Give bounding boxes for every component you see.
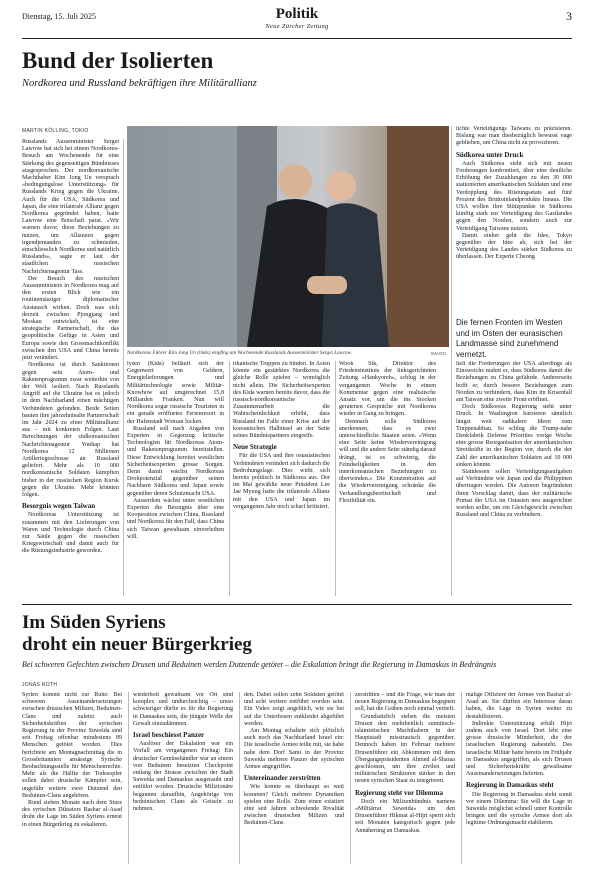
- paragraph: Nordkoreas Unterstützung ist zusammen mit den Lieferungen von Waren und Technologie durch China zur Säule gegen die russischen Kriegswirtschaft und damit auch für die Rüstungsindustrie geworden.: [22, 512, 119, 555]
- article1-author: MARTIN KÖLLING, TOKIO: [22, 128, 89, 134]
- subheading: Regierung steht vor Dilemma: [355, 788, 443, 797]
- article2-headline: [22, 612, 252, 656]
- subheading: Israel beschiesst Panzer: [133, 731, 205, 740]
- paragraph: Demnach solle Südkorea anerkennen, dass es zwei unterschiedliche Staaten seien. «Wenn eine Seite keine Wiedervereinigung will und die andere Seite ständig darauf drängt, ist es schwierig, die Feindseligkeiten in den innerkoreanischen Beziehungen zu überwinden.» Die Konzentration auf die Wiedervereinigung schränke die Verhandlungsbereitschaft und Flexibilität ein.: [339, 418, 436, 504]
- subheading: Neue Strategie: [233, 443, 277, 452]
- column-divider: [350, 692, 351, 864]
- paragraph: Am Montag schaltete sich plötzlich auch noch das Nachbarland Israel ein: Die israelische Armee teilte mit, sie habe nahe dem Dorf Sami in der Provinz Suweida mehrere Panzer der syrischen Armee angegriffen.: [244, 728, 344, 771]
- article2-column-4: [355, 692, 455, 864]
- article2-subheadline: Bei schweren Gefechten zwischen Drusen und Beduinen werden Dutzende getötet – die Eskalation bringt die Regierung in Damaskus in Bedrängnis: [22, 660, 497, 669]
- article1-column-4: [339, 361, 436, 596]
- article2-column-1: [22, 692, 122, 864]
- article1-column-3: [233, 361, 330, 596]
- column-divider: [451, 126, 452, 596]
- article2-column-3: [244, 692, 344, 864]
- paragraph: wiederholt gewaltsam vor Ort sind komplex und undurchsichtig – umso schwieriger dürfte es für die Regierung in Damaskus sein, die jüngste Welle der Gewalt einzudämmen.: [133, 692, 233, 727]
- column-divider: [461, 692, 462, 864]
- paragraph: Der Besuch des russischen Aussenministers in Nordkorea mag auf den ersten Blick wie ein routinemässiger diplomatischer Austausch wirken. Doch was sich derzeit zwischen Pjongjang und Moskau entwickelt, ist eine strategische Partnerschaft, die das geopolitische Gefüge in Asien und Europa sowie den Grossmachtkonflikt zwischen den USA und China bereits jetzt verändert.: [22, 275, 119, 362]
- section-title: Politik: [275, 6, 319, 22]
- paragraph: Auch Südkorea sieht sich mit neuen Forderungen konfrontiert, über eine deutliche Erhöhung der Zuzahlungen zu den 30 000 stationierten amerikanischen Soldaten und eine Verdopplung des Rüstungsetats auf fünf Prozent des Bruttoinlandprodukts hinaus. Die USA wollen ihre Stützpunkte in Südkorea künftig stark zur Verteidigung des Gastlandes gegen den Norden, sondern auch zur Verteidigung Taiwans nutzen.: [456, 160, 572, 232]
- paragraph: Indirekte Unterstützung erhält Hijri zudem auch von Israel. Dort lebt eine grosse drusische Minderheit, die der israelischen Regierung nahesteht. Das israelische Militär hatte bereits im Frühjahr in Damaskus angegriffen, als sich Drusen und Sicherheitskräfte gewaltsame Auseinandersetzungen lieferten.: [466, 720, 572, 778]
- subheading: Untereinander zerstritten: [244, 774, 321, 783]
- paragraph: Doch Südkoreas Regierung steht unter Druck. In Washington kursieren sämtlich längst weit radikalere Ideen zum Truppenabbau. So schlug die Trump-nahe Denkfabrik Defense Priorities vorige Woche eine grosse Reorganisation der amerikanischen Streitkräfte in der Region vor, durch die der Zahl der amerikanischen Soldaten auf 10 000 sinken könnte.: [456, 404, 572, 468]
- paragraph: Stattdessen sollen Verteidigungsaufgaben auf Verbündete wie Japan und die Philippinen übertragen werden. Die Autoren begründeten ihren Vorschlag damit, dass der militärische Primat der USA im Ostasien neu ausgerichtet werden sollte, um ein Gleichgewicht zwischen Russland und China zu verhindern.: [456, 469, 572, 519]
- article1-column-2: [127, 361, 224, 596]
- article-separator-rule: [22, 604, 572, 605]
- photo-credit: IMAGO: [431, 351, 447, 356]
- paragraph: den. Dabei sollen zehn Soldaten getötet und acht weitere entführt worden sein. Ein Video zeigt angeblich, wie sie bei auf die Unterhosen entkleidet abgeführt werden.: [244, 692, 344, 727]
- paragraph: Für die USA und ihre ostasiatischen Verbündeten verändert sich dadurch die Bedrohungslage. Dies wirkt sich bereits politisch in Südkorea aus. Der im Mai gewählte neue Präsident Lee Jae Myung hatte die trilaterale Allianz mit den USA und Japan im vergangenen Jahr noch scharf kritisiert.: [233, 453, 330, 510]
- paragraph: Russlands Aussenminister Sergei Lawrow hat sich bei einem Nordkorea-Besuch am Wochenende für eine Stärkung des gegenseitigen Bündnisses ausgesprochen. Der nordkoreanische Machthaber Kim Jong Un versprach «bedingungslose Unterstützung» für Russlands Krieg gegen die Ukraine. Auch für die USA, Südkorea und Japan, die eine trilaterale Allianz gegen Nordkorea gegründet haben, hatte Lawrow eine Botschaft parat. «Wir warnen davor, diese Beziehungen zu nutzen, um Allianzen gegen irgendjemanden zu schmieden, einschliesslich Nordkorea und natürlich Russlands», sagte er laut der staatlichen russischen Nachrichtenagentur Tass.: [22, 139, 119, 275]
- paragraph: zerstritten – und die Frage, wie man der neuen Regierung in Damaskus begegnen soll, hat die Gräben noch einmal vertieft.: [355, 692, 455, 713]
- page-number: 3: [566, 9, 572, 23]
- subheading: Südkorea unter Druck: [456, 150, 524, 159]
- paragraph: Wie konnte es überhaupt so weit kommen? Gleich mehrere Dynamiken spielen eine Rolle. Zum einen existiert eine seit Jahren schwelende Rivalität zwischen drusischen Milizen und Beduinen-Clans.: [244, 784, 344, 827]
- paragraph: Auslöser der Eskalation war ein Vorfall am vergangenen Freitag: Ein drusischer Gemüsehändler war an einem von Beduinen besetzten Checkpoint entlang der Strasse zwischen der Stadt Suweida und Damaskus ausgeraubt und entführt worden. Drusische Milizionäre begannen daraufhin, Angehörige von beduinischen Clans als Geiseln zu nehmen.: [133, 741, 233, 813]
- column-divider: [239, 692, 240, 864]
- subheading: Regierung in Damaskus steht: [466, 781, 554, 790]
- issue-date: Dienstag, 15. Juli 2025: [22, 12, 96, 21]
- article1-subheadline: Nordkorea und Russland bekräftigen ihre Militärallianz: [22, 78, 257, 89]
- article2-column-2: [133, 692, 233, 864]
- paragraph: Die Regierung in Damaskus steht somit vor einem Dilemma: Sie will die Lage in Suweida möglichst schnell unter Kontrolle bringen und die syrische Armee dort als legitime Ordnungsmacht etablieren.: [466, 791, 572, 827]
- article2-author: JONAS ROTH: [22, 682, 58, 688]
- paragraph: Nordkorea ist durch Sanktionen gegen sein Atom- und Raketenprogramm zwar weiterhin von der Welt isoliert. Nach Russlands Angriff auf die Ukraine hat es jedoch in dem Nachbarland einen mächtigen Verbündeten gefunden. Beide Seiten bauten ihre jahrzehntealte Partnerschaft im Jahr 2024 zu einer Militärallianz aus – mit konkreten Folgen. Laut Berechnungen der südkoreanischen Nachrichtenagentur Yonhap hat Nordkorea 12 Millionen Artilleriegeschosse an Russland geliefert. Mehr als 10 000 nordkoreanische Soldaten kämpften bisher in der russischen Region Kursk gegen die Ukraine. Mehr könnten folgen.: [22, 362, 119, 498]
- article1-headline: Bund der Isolierten: [22, 48, 214, 73]
- column-divider: [123, 139, 124, 596]
- article1-photo: [127, 126, 449, 347]
- paragraph: rikanische Truppen zu binden. In Asien könnte ein gestärktes Nordkorea die gleiche Rolle spielen – womöglich nicht allein. Die Sicherheitsexperten des Kida warnen bereits davor, dass die russisch-nordkoreanische Zusammenarbeit die Wahrscheinlichkeit erhöht, dass Russland im Falle einer Krise auf der koreanischen Halbinsel an der Seite seines Bündnispartners eingreife.: [233, 361, 330, 440]
- paragraph: Syrien kommt nicht zur Ruhe: Bei schweren Auseinandersetzungen zwischen drusischen Milizen, Beduinen-Clans und zuletzt auch Sicherheitskräften der syrischen Regierung in der Provinz Suweida sind seit Freitag offenbar mindestens 89 Menschen getötet worden. Dies berichtete am Montagnachmittag die in Grossbritannien ansässige Syrische Beobachtungsstelle für Menschenrechte. Mehr als die Hälfte der Todesopfer sollen dabei drusische Kämpfer sein, ungefähr weitere zwei Dutzend den Beduinen-Clans angehören.: [22, 692, 122, 799]
- paragraph: Ausserdem wächst unter westlichen Experten die Besorgnis über eine Kooperation zwischen China, Russland und Nordkorea für den Fall, dass China sich Taiwan gewaltsam einverleiben will.: [127, 497, 224, 540]
- page-header: [22, 6, 572, 34]
- header-rule: [22, 38, 572, 39]
- paragraph: Doch ein Milizenbündnis namens «Militärrat Suweida» um den Drusenführer Hikmat al-Hijri sperrt sich seit Monaten kategorisch gegen jede Annäherung an Damaskus.: [355, 798, 455, 834]
- article2-headline-line2: droht ein neuer Bürgerkrieg: [22, 634, 252, 655]
- paragraph: Russland soll nach Angaben von Experten in Gegenzug kritische Technologien für Nordkoreas Atom- und Raketenprogramm bereitstellen. Diese Entwicklung bereitet westlichen Sicherheitsexperten grosse Sorgen. Denn damit wächst Nordkoreas Drohpotenzial gegenüber seinen Nachbarn Südkorea und Japan sowie gegenüber deren Schutzmacht USA.: [127, 425, 224, 497]
- paragraph: Damit einher geht die Idee, Tokyo gegenüber der Idee ab, sich bei der Verteidigung des Landes stärker Südkorea zu überlassen. Der Experte Cheong: [456, 232, 572, 261]
- article1-column-6: [456, 361, 572, 596]
- paragraph: lysen (Kida) belläuft sich der Gegenwert von Geldern, Energielieferungen und Militärtechnologie sowie Militär-Knowhow auf umgerechnet 15,8 Milliarden Franken. Nun will Nordkorea sogar russische Touristen in ein gerade eröffnetes Ferienresort in der Hafenstadt Wonsan locken.: [127, 361, 224, 425]
- paragraph: malige Offiziere der Armee von Bashar al-Asad an. Sie dürften ein Interesse daran haben, die Lage in Syrien weiter zu destabilisieren.: [466, 692, 572, 720]
- pull-quote: Die fernen Fronten im Westen und im Osten der eurasischen Landmasse sind zunehmend vernetzt.: [456, 318, 563, 359]
- subheading: Besorgnis wegen Taiwan: [22, 502, 96, 511]
- article1-column-1: [22, 139, 119, 594]
- paragraph: Rund sieben Monate nach dem Sturz des syrischen Diktators Bashar al-Asad droht die Lage im Süden Syriens erneut in einen Bürgerkrieg zu eskalieren.: [22, 800, 122, 828]
- column-divider: [128, 692, 129, 864]
- paragraph: Wook Sik, Direktor des Friedensinstituts der linksgerichteten Zeitung «Hankyoreh», schlug in der vergangenen Woche in einem Kommentar gegen eine realistische Ansatz vor, um die ins Stocken geratenen Gespräche mit Nordkorea wieder in Gang zu bringen.: [339, 361, 436, 418]
- column-divider: [335, 361, 336, 596]
- column-divider: [229, 361, 230, 596]
- article2-column-5: [466, 692, 572, 864]
- paragraph: Grundsätzlich stehen die meisten Drusen den mehrheitlich sunnitisch-islamistischen Machthabern in der Hauptstadt misstrauisch gegenüber. Dennoch haben im Februar mehrere Drusenführer ein Abkommen mit dem Übergangspräsidenten Ahmed al-Sharaa geschlossen, um ihre zivilen und militärischen Strukturen stärker in den neuen syrischen Staat zu integrieren.: [355, 713, 455, 785]
- paragraph: lielt die Forderungen der USA allerdings als Einsweichs mahnt er, dass Südkorea damit die Beziehungen zu China gefährde. Andererseits hofft er, durch bessere Beziehungen zum Norden zu verhindern, dass Kim im Krisenfall am Taiwan eine zweite Front eröffnet.: [456, 361, 572, 404]
- newspaper-name: Neue Zürcher Zeitung: [265, 23, 329, 30]
- paragraph: lichte Verteidigungs Taiwans zu präzisieren. Bislang war man diesbezüglich bewusst vage geblieben, um China nicht zu provozieren.: [456, 126, 572, 147]
- article2-headline-line1: Im Süden Syriens: [22, 612, 166, 633]
- photo-caption: Nordkoreas Führer Kim Jong Un (links) empfing am Wochenende Russlands Aussenminister Sergei Lawrow.: [127, 350, 353, 356]
- article1-column-5: [456, 126, 572, 311]
